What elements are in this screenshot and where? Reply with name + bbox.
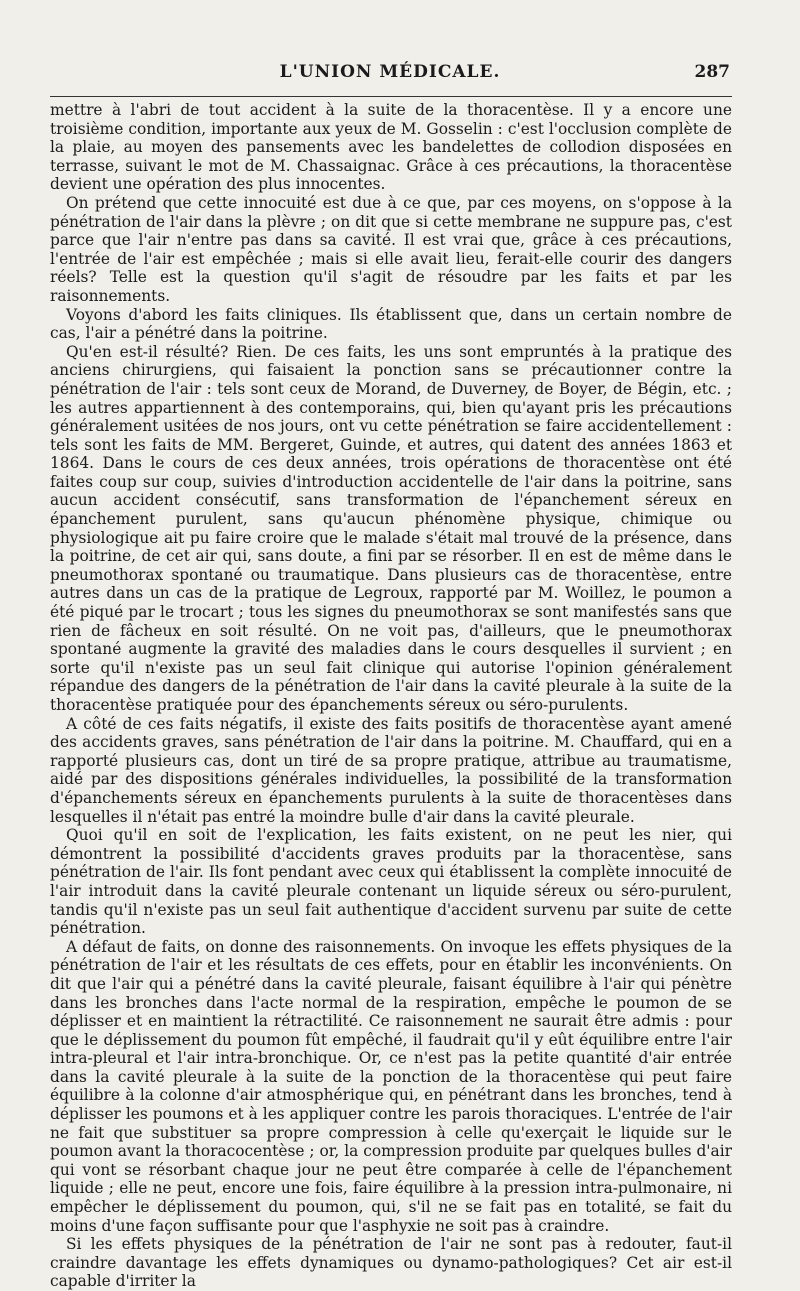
- running-title: L'UNION MÉDICALE.: [279, 62, 501, 82]
- body-text: [50, 101, 732, 1291]
- paragraph: A côté de ces faits négatifs, il existe des faits positifs de thoracentèse ayant amené des accidents graves, sans pénétration de l'air dans la poitrine. M. Chauffard, qui en a rapporté plusieurs cas, dont un tiré de sa propre pratique, attribue au traumatisme, aidé par des dispositions générales individuelles, la possibilité de la transformation d'épanchements séreux en épanchements purulents à la suite de thoracentèses dans lesquelles il n'était pas entré la moindre bulle d'air dans la cavité pleurale.: [50, 714, 732, 826]
- paragraph: Qu'en est-il résulté? Rien. De ces faits, les uns sont empruntés à la pratique des anciens chirurgiens, qui faisaient la ponction sans se précautionner contre la pénétration de l'air : tels sont ceux de Morand, de Duverney, de Boyer, de Bégin, etc. ; les autres appartiennent à des contemporains, qui, bien qu'ayant pris les précautions généralement usitées de nos jours, ont vu cette pénétration se faire accidentellement : tels sont les faits de MM. Bergeret, Guinde, et autres, qui datent des années 1863 et 1864. Dans le cours de ces deux années, trois opérations de thoracentèse ont été faites coup sur coup, suivies d'introduction accidentelle de l'air dans la poitrine, sans aucun accident consécutif, sans transformation de l'épanchement séreux en épanchement purulent, sans qu'aucun phénomène physique, chimique ou physiologique ait pu faire croire que le malade s'était mal trouvé de la présence, dans la poitrine, de cet air qui, sans doute, a fini par se résorber. Il en est de même dans le pneumothorax spontané ou traumatique. Dans plusieurs cas de thoracentèse, entre autres dans un cas de la pratique de Legroux, rapporté par M. Woillez, le poumon a été piqué par le trocart ; tous les signes du pneumothorax se sont manifestés sans que rien de fâcheux en soit résulté. On ne voit pas, d'ailleurs, que le pneumothorax spontané augmente la gravité des maladies dans le cours desquelles il survient ; en sorte qu'il n'existe pas un seul fait clinique qui autorise l'opinion généralement répandue des dangers de la pénétration de l'air dans la cavité pleurale à la suite de la thoracentèse pratiquée pour des épanchements séreux ou séro-purulents.: [50, 342, 732, 714]
- paragraph: On prétend que cette innocuité est due à ce que, par ces moyens, on s'oppose à la pénétration de l'air dans la plèvre ; on dit que si cette membrane ne suppure pas, c'est parce que l'air n'entre pas dans sa cavité. Il est vrai que, grâce à ces précautions, l'entrée de l'air est empêchée ; mais si elle avait lieu, ferait-elle courir des dangers réels? Telle est la question qu'il s'agit de résoudre par les faits et par les raisonnements.: [50, 193, 732, 305]
- paragraph: Si les effets physiques de la pénétration de l'air ne sont pas à redouter, faut-il craindre davantage les effets dynamiques ou dynamo-pathologiques? Cet air est-il capable d'irriter la: [50, 1235, 732, 1291]
- page-number: 287: [694, 62, 730, 82]
- paragraph: A défaut de faits, on donne des raisonnements. On invoque les effets physiques de la pénétration de l'air et les résultats de ces effets, pour en établir les inconvénients. On dit que l'air qui a pénétré dans la cavité pleurale, faisant équilibre à l'air qui pénètre dans les bronches dans l'acte normal de la respiration, empêche le poumon de se déplisser et en maintient la rétractilité. Ce raisonnement ne saurait être admis : pour que le déplissement du poumon fût empêché, il faudrait qu'il y eût équilibre entre l'air intra-pleural et l'air intra-bronchique. Or, ce n'est pas la petite quantité d'air entrée dans la cavité pleurale à la suite de la ponction de la thoracentèse qui peut faire équilibre à la colonne d'air atmosphérique qui, en pénétrant dans les bronches, tend à déplisser les poumons et à les appliquer contre les parois thoraciques. L'entrée de l'air ne fait que substituer sa propre compression à celle qu'exerçait le liquide sur le poumon avant la thoracocentèse ; or, la compression produite par quelques bulles d'air qui vont se résorbant chaque jour ne peut être comparée à celle de l'épanchement liquide ; elle ne peut, encore une fois, faire équilibre à la pression intra-pulmonaire, ni empêcher le déplissement du poumon, qui, s'il ne se fait pas en totalité, se fait du moins d'une façon suffisante pour que l'asphyxie ne soit pas à craindre.: [50, 937, 732, 1235]
- header-rule: [50, 96, 732, 97]
- page-header: [50, 62, 730, 90]
- paragraph: Quoi qu'il en soit de l'explication, les faits existent, on ne peut les nier, qui démontrent la possibilité d'accidents graves produits par la thoracentèse, sans pénétration de l'air. Ils font pendant avec ceux qui établissent la complète innocuité de l'air introduit dans la cavité pleurale contenant un liquide séreux ou séro-purulent, tandis qu'il n'existe pas un seul fait authentique d'accident survenu par suite de cette pénétration.: [50, 826, 732, 938]
- paragraph: mettre à l'abri de tout accident à la suite de la thoracentèse. Il y a encore une troisième condition, importante aux yeux de M. Gosselin : c'est l'occlusion complète de la plaie, au moyen des pansements avec les bandelettes de collodion disposées en terrasse, suivant le mot de M. Chassaignac. Grâce à ces précautions, la thoracentèse devient une opération des plus innocentes.: [50, 101, 732, 194]
- paragraph: Voyons d'abord les faits cliniques. Ils établissent que, dans un certain nombre de cas, l'air a pénétré dans la poitrine.: [50, 305, 732, 343]
